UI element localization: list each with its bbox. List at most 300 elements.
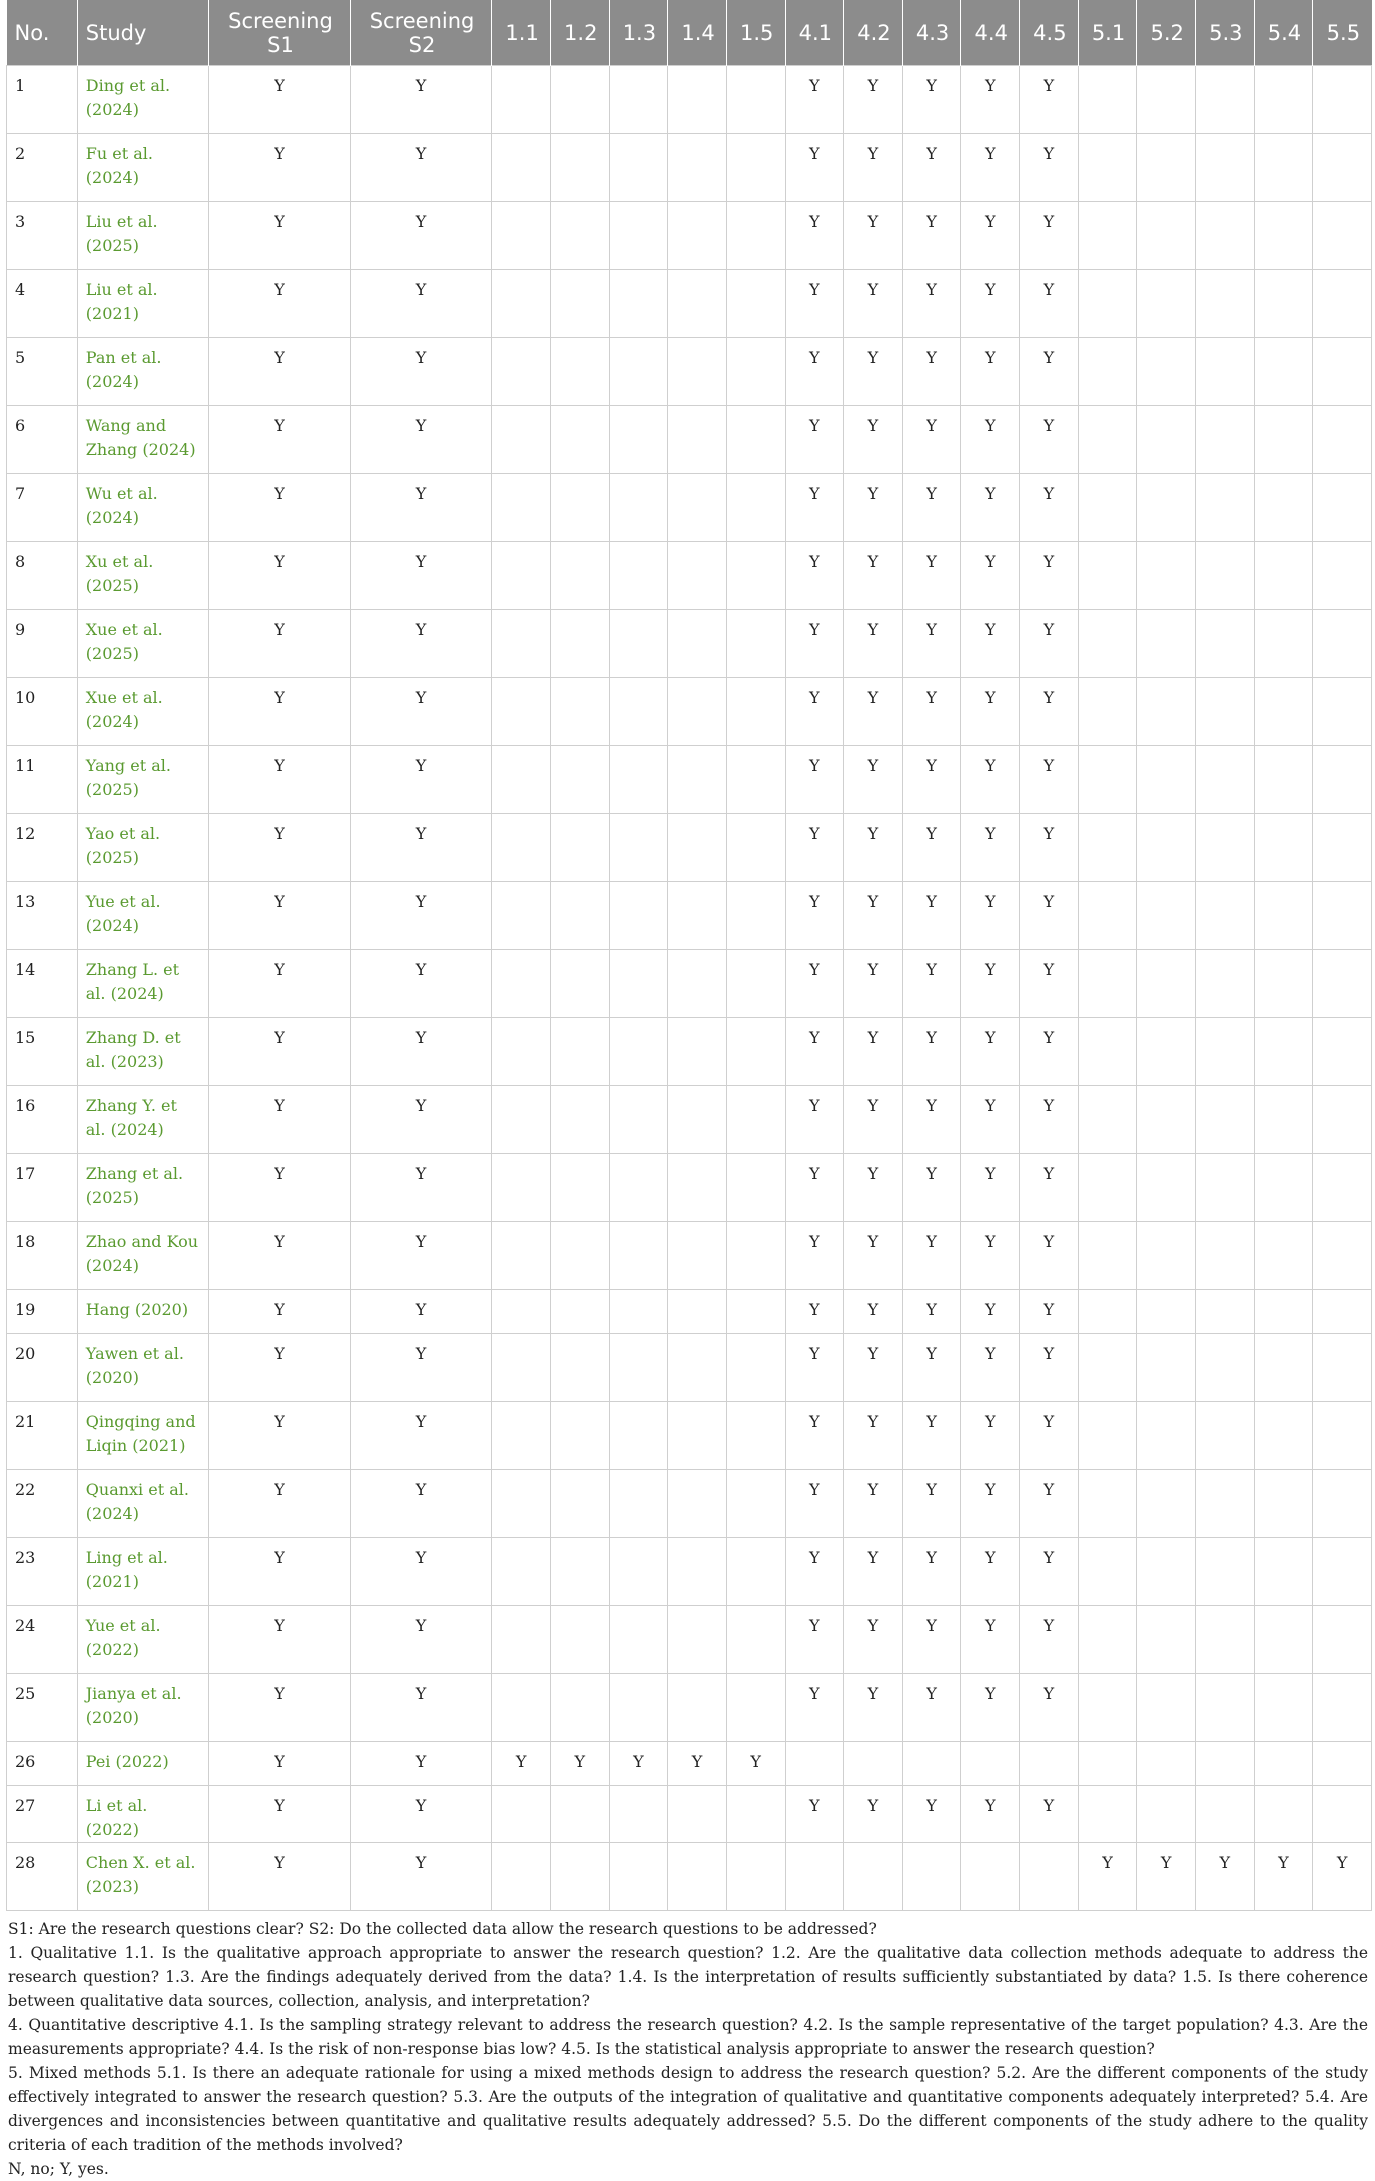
study-citation-link[interactable]: Liu et al. (2021) bbox=[77, 269, 208, 337]
criterion-cell: Y bbox=[350, 949, 492, 1017]
criterion-cell: Y bbox=[785, 1289, 844, 1333]
criterion-cell: Y bbox=[844, 1221, 903, 1289]
criterion-cell bbox=[550, 337, 609, 405]
study-citation-link[interactable]: Fu et al. (2024) bbox=[77, 133, 208, 201]
criterion-cell bbox=[1195, 1469, 1254, 1537]
study-citation-link[interactable]: Yue et al. (2022) bbox=[77, 1605, 208, 1673]
criterion-cell: Y bbox=[844, 1401, 903, 1469]
criterion-cell bbox=[1254, 813, 1313, 881]
criterion-cell bbox=[668, 541, 727, 609]
table-row bbox=[7, 813, 1372, 881]
criterion-cell bbox=[961, 1741, 1020, 1785]
criterion-cell: Y bbox=[902, 949, 961, 1017]
study-citation-link[interactable]: Ding et al. (2024) bbox=[77, 65, 208, 133]
criterion-cell bbox=[1313, 1537, 1372, 1605]
criterion-cell bbox=[1137, 1085, 1196, 1153]
row-number-cell: 6 bbox=[7, 405, 78, 473]
criterion-cell: Y bbox=[209, 133, 351, 201]
criterion-cell bbox=[1078, 1785, 1137, 1842]
criterion-cell: Y bbox=[209, 269, 351, 337]
criterion-cell bbox=[1078, 1153, 1137, 1221]
criterion-cell bbox=[609, 609, 668, 677]
criterion-cell: Y bbox=[961, 541, 1020, 609]
criterion-cell bbox=[1254, 609, 1313, 677]
footnote: 4. Quantitative descriptive 4.1. Is the sampling strategy relevant to address the research question? 4.2. Is the sample representative of the target population? 4.3. Are the measurements appropriate? 4.4. Is the risk of non-response bias low? 4.5. Is the statistical analysis appropriate to answer the research question? bbox=[8, 2015, 1368, 2058]
criterion-cell: Y bbox=[209, 1673, 351, 1741]
criterion-cell: Y bbox=[785, 201, 844, 269]
column-header: 4.3 bbox=[902, 0, 961, 65]
criterion-cell bbox=[1078, 201, 1137, 269]
criterion-cell bbox=[1078, 677, 1137, 745]
criterion-cell bbox=[1254, 1741, 1313, 1785]
criterion-cell bbox=[1313, 1289, 1372, 1333]
criterion-cell bbox=[550, 881, 609, 949]
criterion-cell: Y bbox=[785, 1401, 844, 1469]
study-citation-link[interactable]: Ling et al. (2021) bbox=[77, 1537, 208, 1605]
criterion-cell bbox=[1137, 269, 1196, 337]
table-row bbox=[7, 405, 1372, 473]
criterion-cell: Y bbox=[785, 1469, 844, 1537]
criterion-cell bbox=[492, 541, 551, 609]
criterion-cell: Y bbox=[209, 949, 351, 1017]
criterion-cell: Y bbox=[209, 813, 351, 881]
criterion-cell bbox=[609, 473, 668, 541]
criterion-cell: Y bbox=[1020, 1785, 1079, 1842]
criterion-cell bbox=[1137, 881, 1196, 949]
criterion-cell bbox=[1078, 745, 1137, 813]
study-citation-link[interactable]: Hang (2020) bbox=[77, 1289, 208, 1333]
criterion-cell bbox=[668, 949, 727, 1017]
study-citation-link[interactable]: Zhang et al. (2025) bbox=[77, 1153, 208, 1221]
criterion-cell: Y bbox=[902, 1605, 961, 1673]
criterion-cell bbox=[1078, 1469, 1137, 1537]
criterion-cell: Y bbox=[902, 813, 961, 881]
criterion-cell bbox=[609, 1333, 668, 1401]
criterion-cell: Y bbox=[844, 609, 903, 677]
criterion-cell: Y bbox=[209, 337, 351, 405]
criterion-cell bbox=[492, 1785, 551, 1842]
criterion-cell bbox=[609, 1153, 668, 1221]
criterion-cell bbox=[1313, 269, 1372, 337]
criterion-cell bbox=[1313, 1401, 1372, 1469]
criterion-cell: Y bbox=[902, 65, 961, 133]
column-header: Study bbox=[77, 0, 208, 65]
criterion-cell bbox=[1313, 337, 1372, 405]
criterion-cell bbox=[1313, 677, 1372, 745]
criterion-cell: Y bbox=[1313, 1842, 1372, 1910]
criterion-cell: Y bbox=[350, 677, 492, 745]
criterion-cell bbox=[668, 1333, 727, 1401]
criterion-cell: Y bbox=[785, 1333, 844, 1401]
criterion-cell: Y bbox=[1020, 1333, 1079, 1401]
criterion-cell bbox=[1078, 337, 1137, 405]
criterion-cell: Y bbox=[350, 1401, 492, 1469]
criterion-cell: Y bbox=[209, 65, 351, 133]
criterion-cell bbox=[1254, 133, 1313, 201]
column-header: Screening S2 bbox=[350, 0, 492, 65]
criterion-cell bbox=[1137, 1537, 1196, 1605]
criterion-cell: Y bbox=[1020, 133, 1079, 201]
criterion-cell bbox=[1195, 1153, 1254, 1221]
column-header: 1.1 bbox=[492, 0, 551, 65]
criterion-cell bbox=[726, 133, 785, 201]
criterion-cell bbox=[492, 1017, 551, 1085]
criterion-cell: Y bbox=[961, 1785, 1020, 1842]
criterion-cell: Y bbox=[350, 1842, 492, 1910]
study-citation-link[interactable]: Yue et al. (2024) bbox=[77, 881, 208, 949]
criterion-cell bbox=[726, 813, 785, 881]
criterion-cell bbox=[550, 201, 609, 269]
criterion-cell bbox=[492, 813, 551, 881]
criterion-cell: Y bbox=[350, 1085, 492, 1153]
criterion-cell: Y bbox=[350, 337, 492, 405]
criterion-cell bbox=[609, 1085, 668, 1153]
criterion-cell bbox=[1254, 201, 1313, 269]
criterion-cell: Y bbox=[844, 949, 903, 1017]
criterion-cell bbox=[1313, 1085, 1372, 1153]
criterion-cell bbox=[1078, 541, 1137, 609]
criterion-cell: Y bbox=[902, 1153, 961, 1221]
criterion-cell: Y bbox=[1020, 881, 1079, 949]
criterion-cell bbox=[550, 1153, 609, 1221]
criterion-cell bbox=[492, 1153, 551, 1221]
criterion-cell: Y bbox=[785, 405, 844, 473]
criterion-cell bbox=[668, 881, 727, 949]
study-citation-link[interactable]: Jianya et al. (2020) bbox=[77, 1673, 208, 1741]
criterion-cell bbox=[550, 1673, 609, 1741]
criterion-cell bbox=[1254, 1153, 1313, 1221]
criterion-cell: Y bbox=[209, 1785, 351, 1842]
criterion-cell: Y bbox=[844, 1289, 903, 1333]
criterion-cell bbox=[668, 1401, 727, 1469]
footnote: S1: Are the research questions clear? S2: Do the collected data allow the research questions to be addressed? bbox=[8, 1919, 877, 1938]
table-row bbox=[7, 745, 1372, 813]
table-row bbox=[7, 1221, 1372, 1289]
criterion-cell: Y bbox=[961, 1085, 1020, 1153]
criterion-cell: Y bbox=[1020, 1537, 1079, 1605]
criterion-cell: Y bbox=[1078, 1842, 1137, 1910]
criterion-cell: Y bbox=[844, 1673, 903, 1741]
criterion-cell: Y bbox=[492, 1741, 551, 1785]
criterion-cell bbox=[1254, 1221, 1313, 1289]
criterion-cell bbox=[492, 405, 551, 473]
criterion-cell bbox=[609, 541, 668, 609]
study-citation-link[interactable]: Yang et al. (2025) bbox=[77, 745, 208, 813]
criterion-cell: Y bbox=[902, 201, 961, 269]
table-row bbox=[7, 269, 1372, 337]
criterion-cell bbox=[726, 1469, 785, 1537]
criterion-cell bbox=[1137, 201, 1196, 269]
study-citation-link[interactable]: Zhao and Kou (2024) bbox=[77, 1221, 208, 1289]
criterion-cell bbox=[492, 337, 551, 405]
criterion-cell bbox=[609, 1017, 668, 1085]
criterion-cell bbox=[1313, 1221, 1372, 1289]
criterion-cell bbox=[726, 1289, 785, 1333]
criterion-cell bbox=[1078, 813, 1137, 881]
criterion-cell bbox=[1195, 337, 1254, 405]
study-citation-link[interactable]: Wu et al. (2024) bbox=[77, 473, 208, 541]
criterion-cell bbox=[550, 1017, 609, 1085]
column-header: 5.1 bbox=[1078, 0, 1137, 65]
criterion-cell: Y bbox=[1020, 473, 1079, 541]
criterion-cell bbox=[1313, 881, 1372, 949]
criterion-cell bbox=[1195, 405, 1254, 473]
criterion-cell bbox=[726, 881, 785, 949]
column-header: 1.5 bbox=[726, 0, 785, 65]
study-citation-link[interactable]: Xue et al. (2025) bbox=[77, 609, 208, 677]
table-row bbox=[7, 1017, 1372, 1085]
row-number-cell: 3 bbox=[7, 201, 78, 269]
criterion-cell: Y bbox=[209, 541, 351, 609]
criterion-cell: Y bbox=[350, 541, 492, 609]
criterion-cell: Y bbox=[785, 541, 844, 609]
criterion-cell bbox=[668, 1153, 727, 1221]
criterion-cell: Y bbox=[1020, 1221, 1079, 1289]
criterion-cell bbox=[668, 1673, 727, 1741]
criterion-cell: Y bbox=[350, 1289, 492, 1333]
criterion-cell bbox=[726, 1333, 785, 1401]
row-number-cell: 22 bbox=[7, 1469, 78, 1537]
table-row bbox=[7, 201, 1372, 269]
criterion-cell bbox=[550, 133, 609, 201]
criterion-cell bbox=[1313, 473, 1372, 541]
criterion-cell: Y bbox=[844, 269, 903, 337]
row-number-cell: 1 bbox=[7, 65, 78, 133]
criterion-cell bbox=[726, 949, 785, 1017]
criterion-cell: Y bbox=[961, 65, 1020, 133]
criterion-cell bbox=[609, 881, 668, 949]
study-citation-link[interactable]: Qingqing and Liqin (2021) bbox=[77, 1401, 208, 1469]
row-number-cell: 16 bbox=[7, 1085, 78, 1153]
study-citation-link[interactable]: Zhang L. et al. (2024) bbox=[77, 949, 208, 1017]
criterion-cell: Y bbox=[209, 609, 351, 677]
criterion-cell bbox=[668, 337, 727, 405]
criterion-cell bbox=[668, 1017, 727, 1085]
criterion-cell bbox=[492, 745, 551, 813]
column-header: 5.3 bbox=[1195, 0, 1254, 65]
criterion-cell: Y bbox=[785, 813, 844, 881]
study-citation-link[interactable]: Pei (2022) bbox=[77, 1741, 208, 1785]
criterion-cell bbox=[1137, 1785, 1196, 1842]
row-number-cell: 2 bbox=[7, 133, 78, 201]
criterion-cell bbox=[1195, 1741, 1254, 1785]
criterion-cell bbox=[1254, 1673, 1313, 1741]
criterion-cell bbox=[609, 1605, 668, 1673]
criterion-cell: Y bbox=[961, 133, 1020, 201]
criterion-cell bbox=[668, 473, 727, 541]
criterion-cell bbox=[609, 133, 668, 201]
criterion-cell: Y bbox=[785, 1537, 844, 1605]
criterion-cell: Y bbox=[961, 1401, 1020, 1469]
criterion-cell bbox=[726, 1842, 785, 1910]
criterion-cell: Y bbox=[961, 677, 1020, 745]
criterion-cell: Y bbox=[902, 677, 961, 745]
criterion-cell bbox=[726, 1221, 785, 1289]
row-number-cell: 7 bbox=[7, 473, 78, 541]
criterion-cell bbox=[668, 1842, 727, 1910]
criterion-cell: Y bbox=[350, 1333, 492, 1401]
criterion-cell: Y bbox=[209, 1221, 351, 1289]
criterion-cell bbox=[1313, 1741, 1372, 1785]
table-header-row bbox=[7, 0, 1372, 65]
study-citation-link[interactable]: Liu et al. (2025) bbox=[77, 201, 208, 269]
criterion-cell bbox=[668, 133, 727, 201]
criterion-cell: Y bbox=[209, 1605, 351, 1673]
criterion-cell bbox=[668, 1785, 727, 1842]
study-citation-link[interactable]: Chen X. et al. (2023) bbox=[77, 1842, 208, 1910]
table-row bbox=[7, 1785, 1372, 1842]
criterion-cell: Y bbox=[209, 1537, 351, 1605]
criterion-cell: Y bbox=[902, 1085, 961, 1153]
study-citation-link[interactable]: Li et al. (2022) bbox=[77, 1785, 208, 1842]
criterion-cell bbox=[844, 1741, 903, 1785]
study-citation-link[interactable]: Wang and Zhang (2024) bbox=[77, 405, 208, 473]
criterion-cell: Y bbox=[902, 1017, 961, 1085]
study-citation-link[interactable]: Xue et al. (2024) bbox=[77, 677, 208, 745]
study-citation-link[interactable]: Xu et al. (2025) bbox=[77, 541, 208, 609]
criterion-cell bbox=[726, 473, 785, 541]
criterion-cell: Y bbox=[1137, 1842, 1196, 1910]
row-number-cell: 21 bbox=[7, 1401, 78, 1469]
criterion-cell bbox=[726, 405, 785, 473]
criterion-cell bbox=[1254, 1785, 1313, 1842]
criterion-cell bbox=[668, 269, 727, 337]
criterion-cell: Y bbox=[902, 133, 961, 201]
criterion-cell: Y bbox=[961, 1537, 1020, 1605]
row-number-cell: 18 bbox=[7, 1221, 78, 1289]
criterion-cell: Y bbox=[209, 1469, 351, 1537]
study-citation-link[interactable]: Zhang Y. et al. (2024) bbox=[77, 1085, 208, 1153]
criterion-cell: Y bbox=[961, 1673, 1020, 1741]
criterion-cell bbox=[1195, 473, 1254, 541]
criterion-cell: Y bbox=[785, 745, 844, 813]
criterion-cell: Y bbox=[961, 813, 1020, 881]
criterion-cell bbox=[1195, 1085, 1254, 1153]
table-row bbox=[7, 133, 1372, 201]
criterion-cell bbox=[492, 1221, 551, 1289]
criterion-cell bbox=[609, 1537, 668, 1605]
criterion-cell bbox=[1195, 609, 1254, 677]
criterion-cell bbox=[1313, 1469, 1372, 1537]
study-citation-link[interactable]: Yao et al. (2025) bbox=[77, 813, 208, 881]
criterion-cell: Y bbox=[1195, 1842, 1254, 1910]
criterion-cell bbox=[1254, 473, 1313, 541]
row-number-cell: 17 bbox=[7, 1153, 78, 1221]
criterion-cell: Y bbox=[350, 881, 492, 949]
criterion-cell bbox=[1195, 65, 1254, 133]
column-header: 5.5 bbox=[1313, 0, 1372, 65]
column-header: 4.5 bbox=[1020, 0, 1079, 65]
criterion-cell: Y bbox=[844, 337, 903, 405]
criterion-cell: Y bbox=[209, 1741, 351, 1785]
criterion-cell bbox=[1254, 1401, 1313, 1469]
criterion-cell bbox=[1195, 201, 1254, 269]
criterion-cell bbox=[550, 405, 609, 473]
criterion-cell: Y bbox=[785, 949, 844, 1017]
criterion-cell bbox=[668, 745, 727, 813]
criterion-cell bbox=[1078, 133, 1137, 201]
row-number-cell: 15 bbox=[7, 1017, 78, 1085]
study-citation-link[interactable]: Pan et al. (2024) bbox=[77, 337, 208, 405]
criterion-cell: Y bbox=[1020, 1401, 1079, 1469]
row-number-cell: 13 bbox=[7, 881, 78, 949]
row-number-cell: 10 bbox=[7, 677, 78, 745]
criterion-cell bbox=[726, 1673, 785, 1741]
criterion-cell: Y bbox=[1020, 65, 1079, 133]
study-citation-link[interactable]: Zhang D. et al. (2023) bbox=[77, 1017, 208, 1085]
criterion-cell bbox=[1313, 1785, 1372, 1842]
study-citation-link[interactable]: Quanxi et al. (2024) bbox=[77, 1469, 208, 1537]
criterion-cell bbox=[1313, 1673, 1372, 1741]
criterion-cell: Y bbox=[209, 473, 351, 541]
criterion-cell bbox=[1137, 1401, 1196, 1469]
criterion-cell bbox=[1078, 1401, 1137, 1469]
criterion-cell bbox=[1137, 677, 1196, 745]
criterion-cell: Y bbox=[209, 881, 351, 949]
criterion-cell bbox=[1254, 949, 1313, 1017]
criterion-cell bbox=[492, 1842, 551, 1910]
table-row bbox=[7, 1469, 1372, 1537]
criterion-cell bbox=[1137, 1153, 1196, 1221]
criterion-cell: Y bbox=[902, 1673, 961, 1741]
criterion-cell: Y bbox=[785, 609, 844, 677]
criterion-cell: Y bbox=[1020, 405, 1079, 473]
criterion-cell: Y bbox=[961, 1017, 1020, 1085]
criterion-cell: Y bbox=[1020, 201, 1079, 269]
row-number-cell: 8 bbox=[7, 541, 78, 609]
row-number-cell: 24 bbox=[7, 1605, 78, 1673]
criterion-cell bbox=[726, 1537, 785, 1605]
criterion-cell bbox=[1137, 1289, 1196, 1333]
criterion-cell bbox=[1313, 1333, 1372, 1401]
criterion-cell bbox=[785, 1842, 844, 1910]
criterion-cell bbox=[550, 609, 609, 677]
criterion-cell: Y bbox=[785, 1605, 844, 1673]
criterion-cell: Y bbox=[785, 1017, 844, 1085]
criterion-cell: Y bbox=[350, 269, 492, 337]
criterion-cell bbox=[609, 1401, 668, 1469]
column-header: 1.4 bbox=[668, 0, 727, 65]
criterion-cell bbox=[668, 677, 727, 745]
criterion-cell: Y bbox=[350, 65, 492, 133]
table-row bbox=[7, 65, 1372, 133]
criterion-cell bbox=[609, 1842, 668, 1910]
criterion-cell bbox=[609, 65, 668, 133]
table-row bbox=[7, 541, 1372, 609]
criterion-cell bbox=[1078, 65, 1137, 133]
criterion-cell bbox=[1254, 1537, 1313, 1605]
criterion-cell bbox=[1195, 881, 1254, 949]
study-citation-link[interactable]: Yawen et al. (2020) bbox=[77, 1333, 208, 1401]
criterion-cell: Y bbox=[209, 405, 351, 473]
row-number-cell: 11 bbox=[7, 745, 78, 813]
criterion-cell bbox=[1254, 337, 1313, 405]
criterion-cell bbox=[1313, 133, 1372, 201]
criterion-cell bbox=[1195, 1333, 1254, 1401]
criterion-cell: Y bbox=[902, 1469, 961, 1537]
criterion-cell bbox=[609, 201, 668, 269]
row-number-cell: 26 bbox=[7, 1741, 78, 1785]
criterion-cell bbox=[609, 745, 668, 813]
criterion-cell bbox=[668, 1289, 727, 1333]
criterion-cell: Y bbox=[785, 269, 844, 337]
criterion-cell: Y bbox=[961, 745, 1020, 813]
criterion-cell bbox=[492, 881, 551, 949]
criterion-cell bbox=[609, 1221, 668, 1289]
criterion-cell: Y bbox=[1020, 1085, 1079, 1153]
table-row bbox=[7, 1842, 1372, 1910]
criterion-cell: Y bbox=[1020, 949, 1079, 1017]
